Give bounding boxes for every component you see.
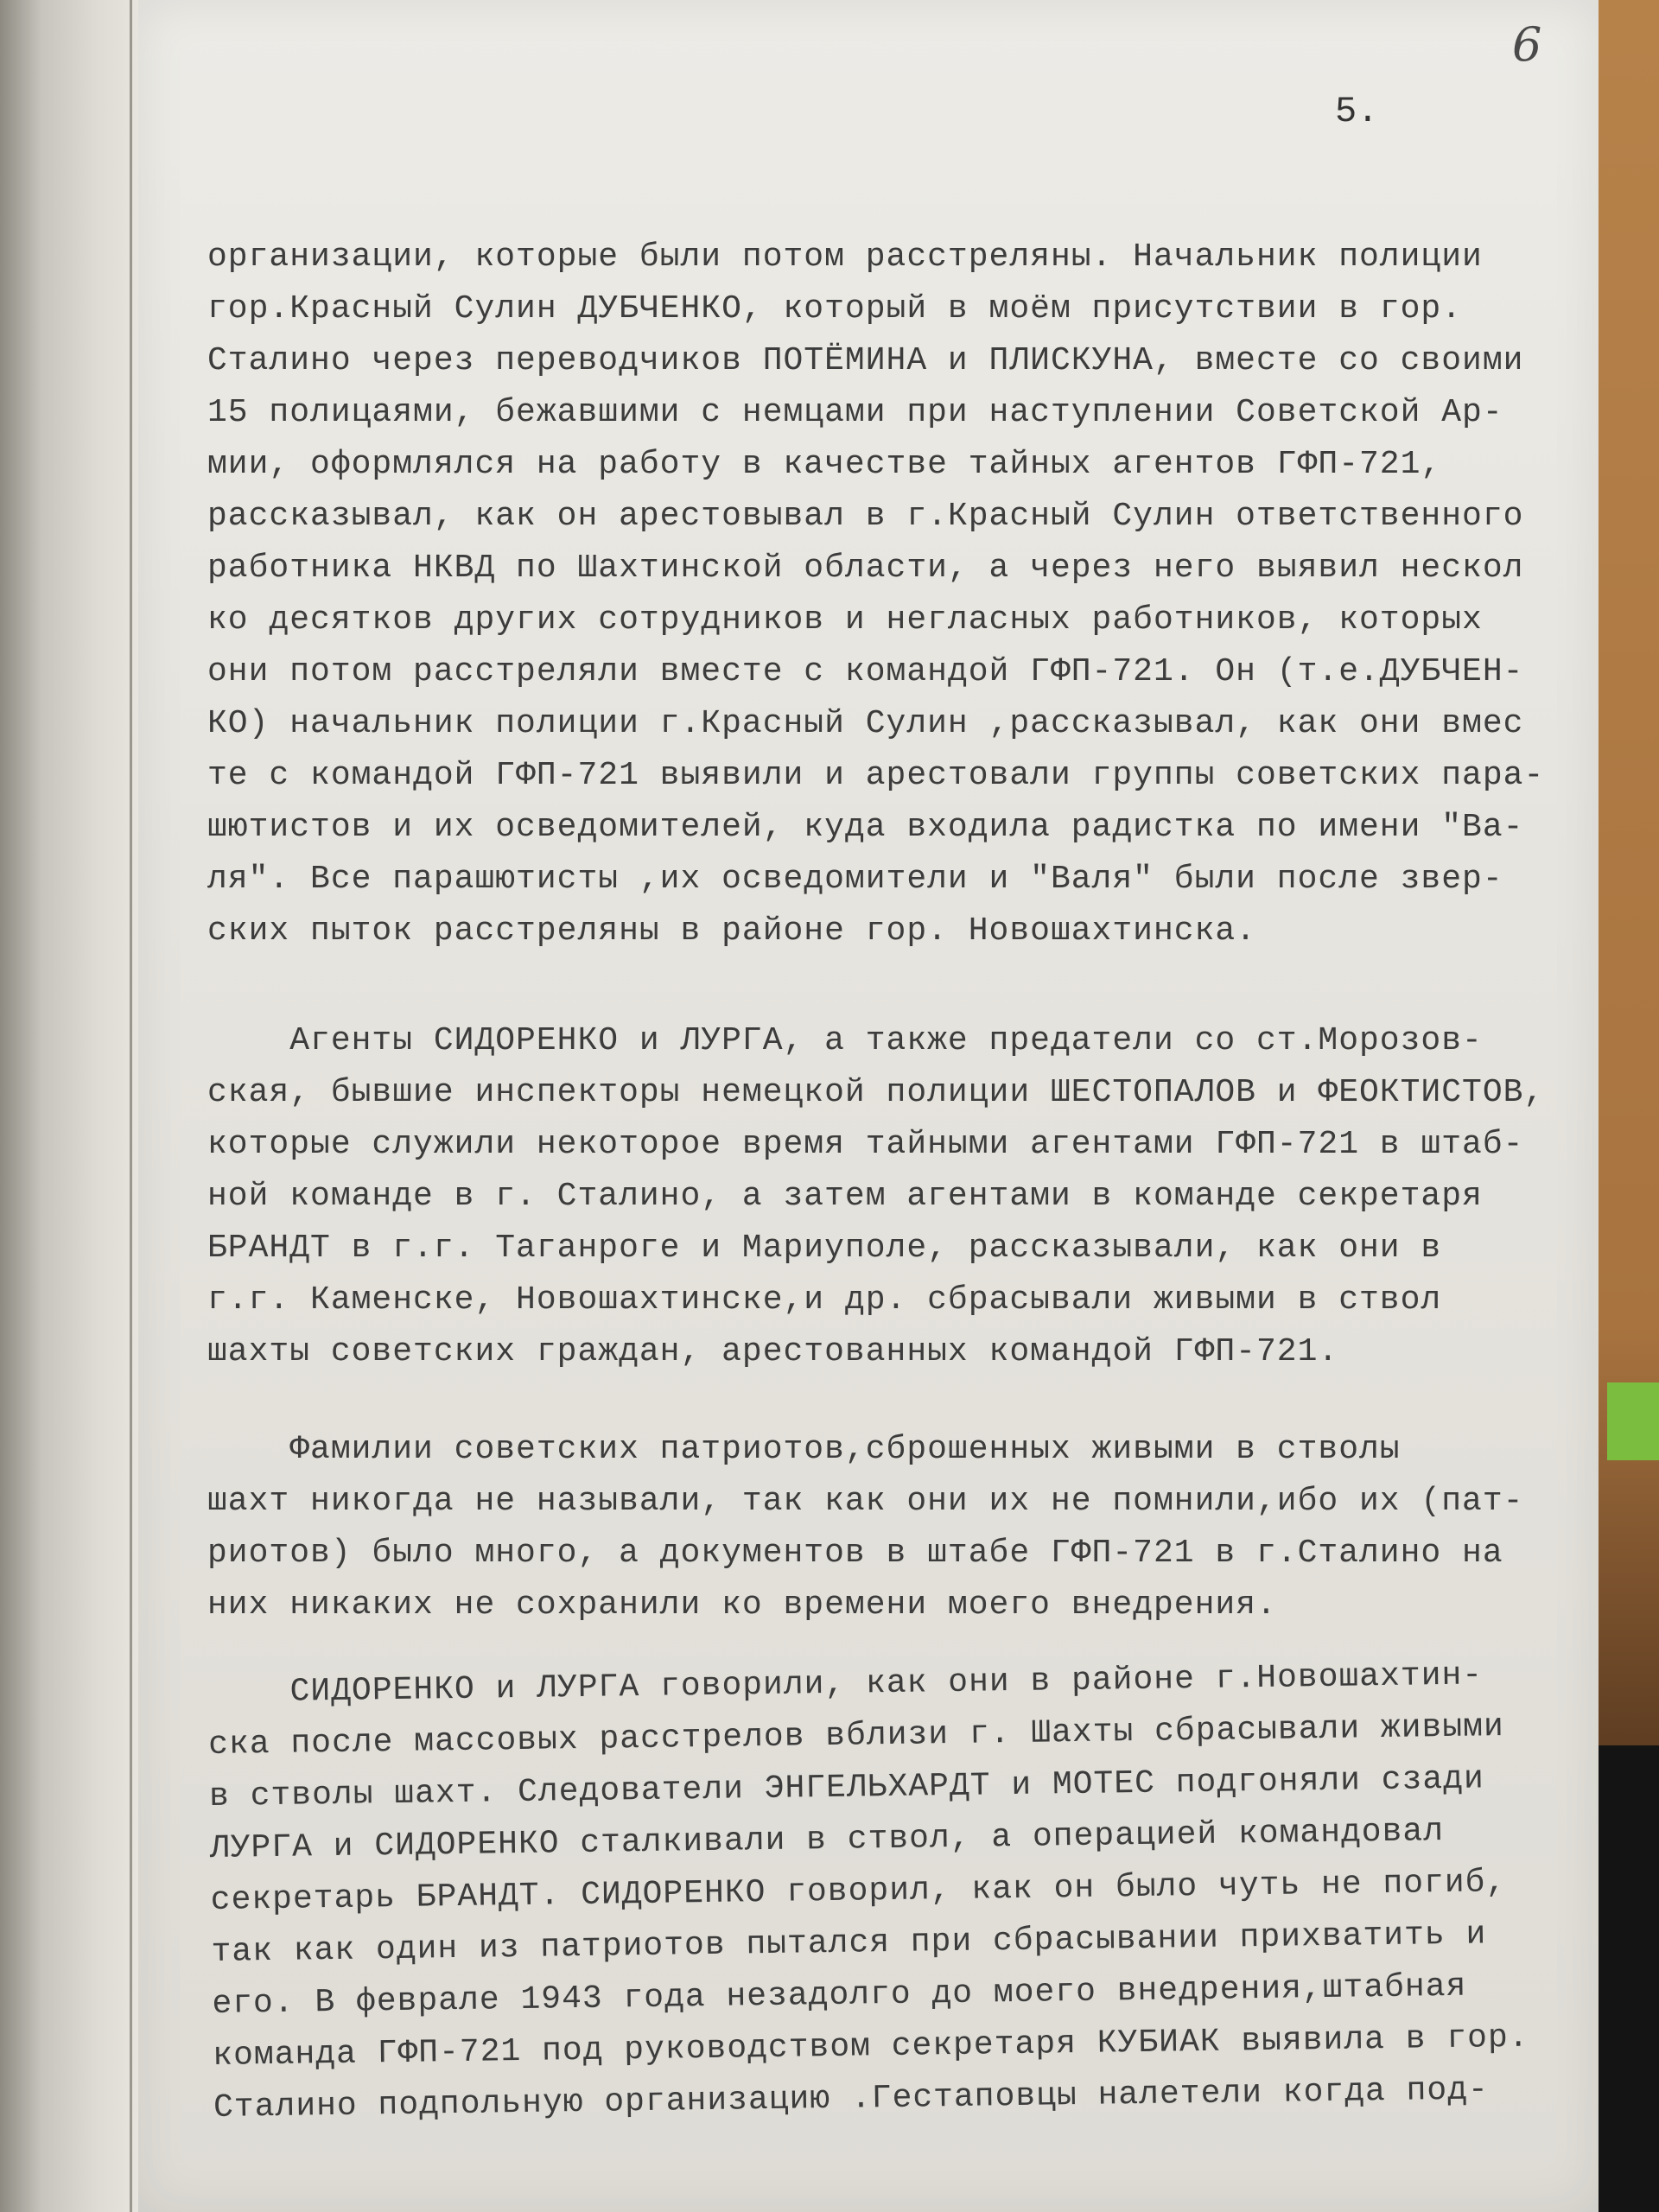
text-line: его. В феврале 1943 года незадолго до моего внедрения,штабная [212, 1967, 1467, 2023]
binding-line [130, 0, 132, 2212]
paragraph-1 [207, 232, 1555, 957]
paragraph-3 [207, 1424, 1555, 1631]
text-line: ЛУРГА и СИДОРЕНКО сталкивали в ствол, а операцией командовал [209, 1813, 1445, 1867]
text-line: КО) начальник полиции г.Красный Сулин ,рассказывал, как они вмес [207, 705, 1524, 742]
paragraph-2 [207, 1015, 1555, 1378]
text-line: рассказывал, как он арестовывал в г.Красный Сулин ответственного [207, 498, 1524, 535]
text-line: Сталино подпольную организацию .Гестаповцы налетели когда под- [213, 2071, 1490, 2126]
text-line: Фамилии советских патриотов,сброшенных живыми в стволы [207, 1431, 1401, 1468]
text-line: ская, бывшие инспекторы немецкой полиции ШЕСТОПАЛОВ и ФЕОКТИСТОВ, [207, 1074, 1545, 1111]
text-line: 15 полицаями, бежавшими с немцами при наступлении Советской Ар- [207, 394, 1503, 431]
text-line: в стволы шахт. Следователи ЭНГЕЛЬХАРДТ и МОТЕС подгоняли сзади [208, 1760, 1485, 1815]
text-line: ска после массовых расстрелов вблизи г. Шахты сбрасывали живыми [207, 1708, 1505, 1764]
green-bookmark-tab [1607, 1382, 1659, 1460]
text-line: ко десятков других сотрудников и негласных работников, которых [207, 601, 1483, 639]
text-line: шахты советских граждан, арестованных командой ГФП-721. [207, 1333, 1339, 1370]
text-line: работника НКВД по Шахтинской области, а через него выявил нескол [207, 550, 1524, 587]
text-line: Сталино через переводчиков ПОТЁМИНА и ПЛИСКУНА, вместе со своими [207, 342, 1524, 379]
text-line: гор.Красный Сулин ДУБЧЕНКО, который в моём присутствии в гор. [207, 290, 1463, 327]
text-line: организации, которые были потом расстреляны. Начальник полиции [207, 238, 1483, 276]
text-line: Агенты СИДОРЕНКО и ЛУРГА, а также предатели со ст.Морозов- [207, 1022, 1483, 1059]
text-line: ля". Все парашютисты ,их осведомители и "Валя" были после звер- [207, 861, 1503, 898]
text-line: шютистов и их осведомителей, куда входила радистка по имени "Ва- [207, 809, 1524, 846]
page-number: 5. [1335, 91, 1379, 132]
paragraph-4 [207, 1649, 1561, 2134]
text-line: мии, оформлялся на работу в качестве тайных агентов ГФП-721, [207, 446, 1442, 483]
text-line: команда ГФП-721 под руководством секретаря КУБИАК выявила в гор. [212, 2018, 1529, 2075]
text-line: риотов) было много, а документов в штабе ГФП-721 в г.Сталино на [207, 1535, 1503, 1572]
text-line: ной команде в г. Сталино, а затем агентами в команде секретаря [207, 1178, 1483, 1215]
text-line: так как один из патриотов пытался при сбрасывании прихватить и [211, 1916, 1487, 1971]
text-line: БРАНДТ в г.г. Таганроге и Мариуполе, рассказывали, как они в [207, 1230, 1442, 1267]
text-line: г.г. Каменске, Новошахтинске,и др. сбрасывали живыми в ствол [207, 1281, 1442, 1319]
text-line: которые служили некоторое время тайными агентами ГФП-721 в штаб- [207, 1126, 1524, 1163]
text-line: секретарь БРАНДТ. СИДОРЕНКО говорил, как он было чуть не погиб, [210, 1864, 1507, 1919]
binding-margin [0, 0, 138, 2212]
text-line: СИДОРЕНКО и ЛУРГА говорили, как они в районе г.Новошахтин- [207, 1656, 1484, 1712]
text-line: шахт никогда не называли, так как они их не помнили,ибо их (пат- [207, 1483, 1524, 1520]
text-line: те с командой ГФП-721 выявили и арестовали группы советских пара- [207, 757, 1545, 794]
text-line: них никаких не сохранили ко времени моего внедрения. [207, 1586, 1277, 1624]
text-line: они потом расстреляли вместе с командой ГФП-721. Он (т.е.ДУБЧЕН- [207, 653, 1524, 690]
typed-page [138, 0, 1599, 2212]
handwritten-page-mark: 6 [1512, 17, 1542, 72]
text-line: ских пыток расстреляны в районе гор. Новошахтинска. [207, 912, 1256, 950]
